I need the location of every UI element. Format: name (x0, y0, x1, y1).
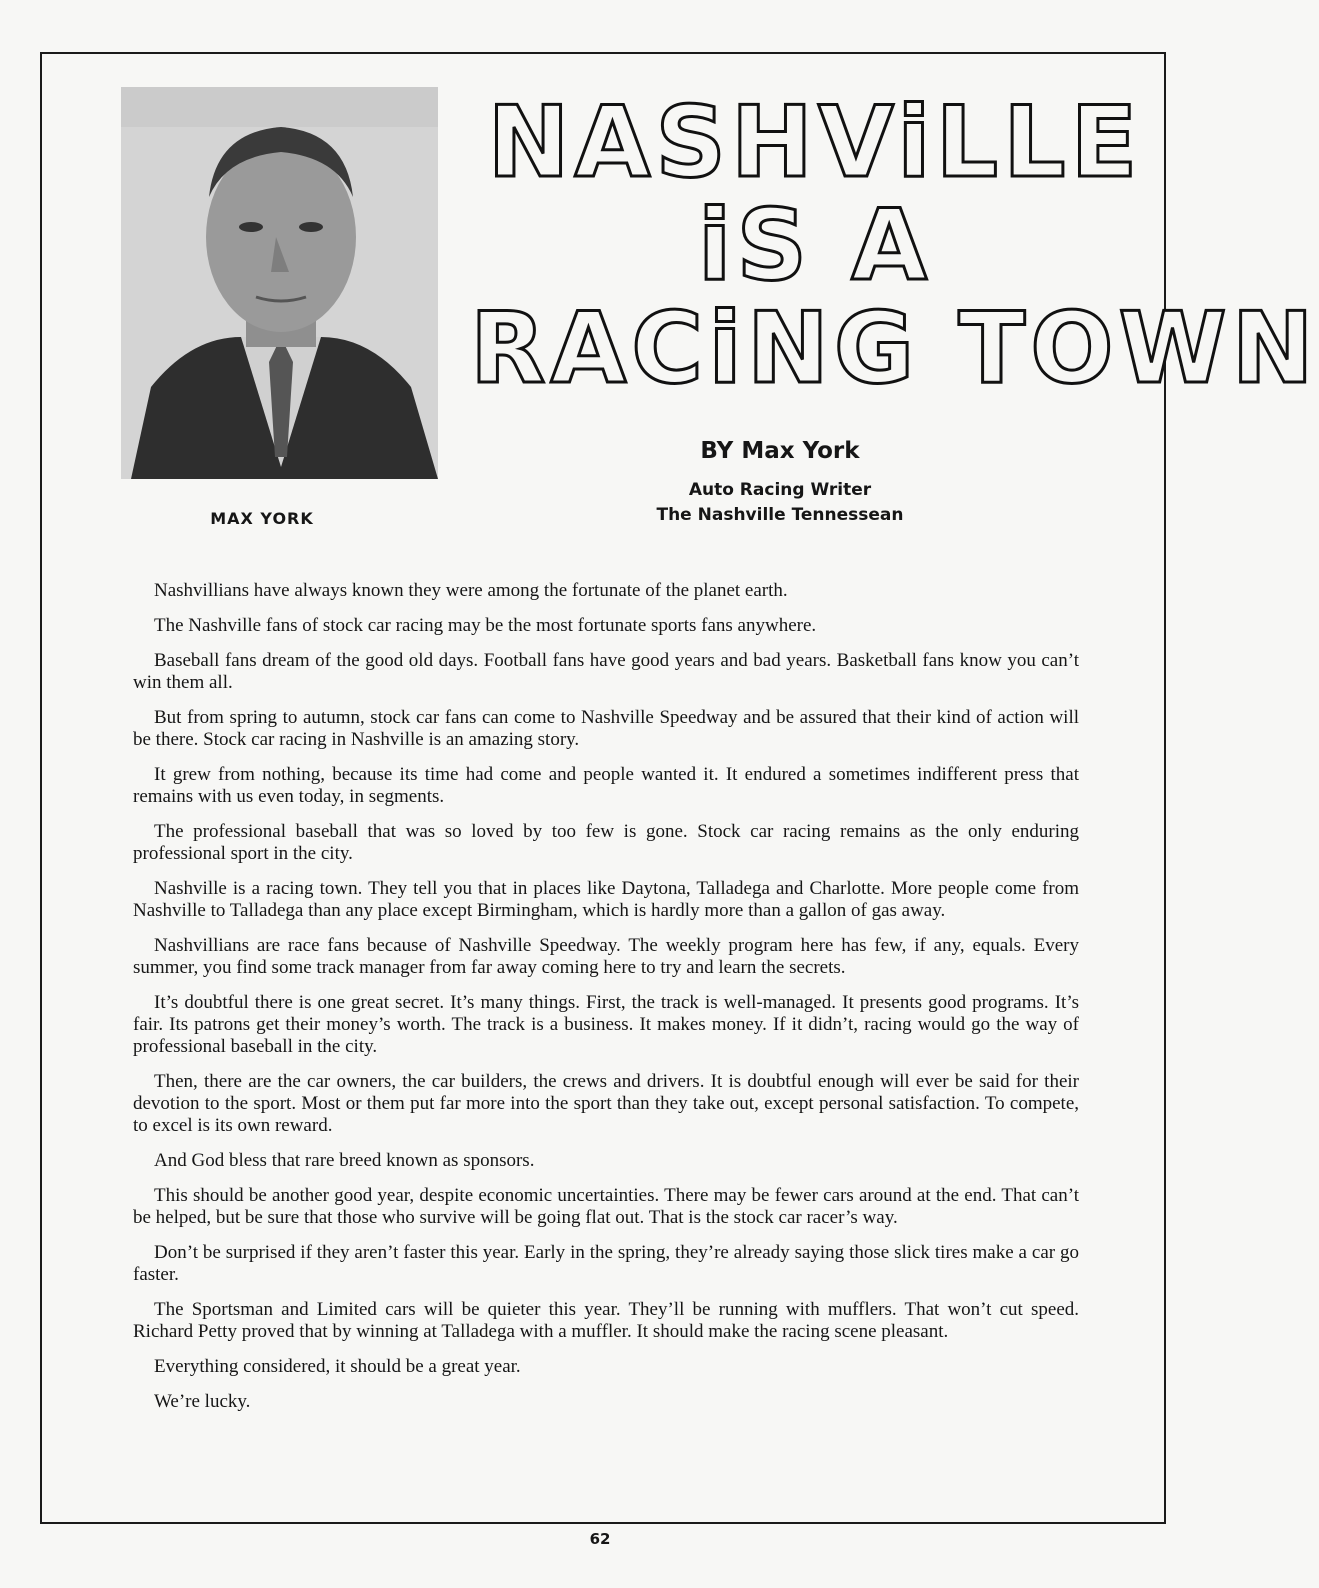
paragraph: We’re lucky. (154, 1391, 251, 1412)
author-photo (121, 87, 438, 479)
paragraph: Nashville is a racing town. They tell you that in places like Daytona, Talladega and Charlotte. More people come from Nashville to Talladega than any place except Birmingham, which is hardly more than a gallon of gas away. (133, 878, 1079, 921)
paragraph: It grew from nothing, because its time had come and people wanted it. It endured a sometimes indifferent press that remains with us even today, in segments. (133, 764, 1079, 807)
article-headline (470, 86, 1319, 406)
paragraph: Nashvillians have always known they were among the fortunate of the planet earth. (154, 580, 788, 601)
author-publication: The Nashville Tennessean (656, 505, 904, 525)
paragraph: Then, there are the car owners, the car builders, the crews and drivers. It is doubtful enough will ever be said for their devotion to the sport. Most or them put far more into the sport than they take out, except personal satisfaction. To compete, to excel is its own reward. (133, 1071, 1079, 1136)
headline-line-2: iS A (697, 189, 933, 303)
paragraph: Don’t be surprised if they aren’t faster this year. Early in the spring, they’re already saying those slick tires make a car go faster. (133, 1242, 1079, 1285)
paragraph: Everything considered, it should be a great year. (154, 1356, 521, 1377)
author-byline: BY Max York (700, 438, 860, 464)
article-body (133, 580, 1079, 1426)
headline-line-1: NASHViLLE (487, 86, 1143, 200)
paragraph: The Sportsman and Limited cars will be quieter this year. They’ll be running with mufflers. That won’t cut speed. Richard Petty proved that by winning at Talladega with a muffler. It should make the racing scene pleasant. (133, 1299, 1079, 1342)
paragraph: And God bless that rare breed known as sponsors. (154, 1150, 535, 1171)
paragraph: Nashvillians are race fans because of Nashville Speedway. The weekly program here has few, if any, equals. Every summer, you find some track manager from far away coming here to try and learn the secrets. (133, 935, 1079, 978)
paragraph: It’s doubtful there is one great secret. It’s many things. First, the track is well-managed. It presents good programs. It’s fair. Its patrons get their money’s worth. The track is a business. It makes money. If it didn’t, racing would go the way of professional baseball in the city. (133, 992, 1079, 1057)
author-portrait-image (121, 87, 438, 479)
paragraph: The professional baseball that was so loved by too few is gone. Stock car racing remains as the only enduring professional sport in the city. (133, 821, 1079, 864)
photo-caption: MAX YORK (210, 509, 314, 528)
paragraph: The Nashville fans of stock car racing may be the most fortunate sports fans anywhere. (154, 615, 817, 636)
page-number: 62 (589, 1530, 611, 1548)
paragraph: This should be another good year, despite economic uncertainties. There may be fewer cars around at the end. That can’t be helped, but be sure that those who survive will be going flat out. That is the stock car racer’s way. (133, 1185, 1079, 1228)
author-role (600, 478, 960, 528)
paragraph: But from spring to autumn, stock car fans can come to Nashville Speedway and be assured that their kind of action will be there. Stock car racing in Nashville is an amazing story. (133, 707, 1079, 750)
author-role-title: Auto Racing Writer (688, 480, 872, 500)
paragraph: Baseball fans dream of the good old days. Football fans have good years and bad years. Basketball fans know you can’t win them all. (133, 650, 1079, 693)
headline-line-3: RACiNG TOWN (470, 292, 1319, 406)
